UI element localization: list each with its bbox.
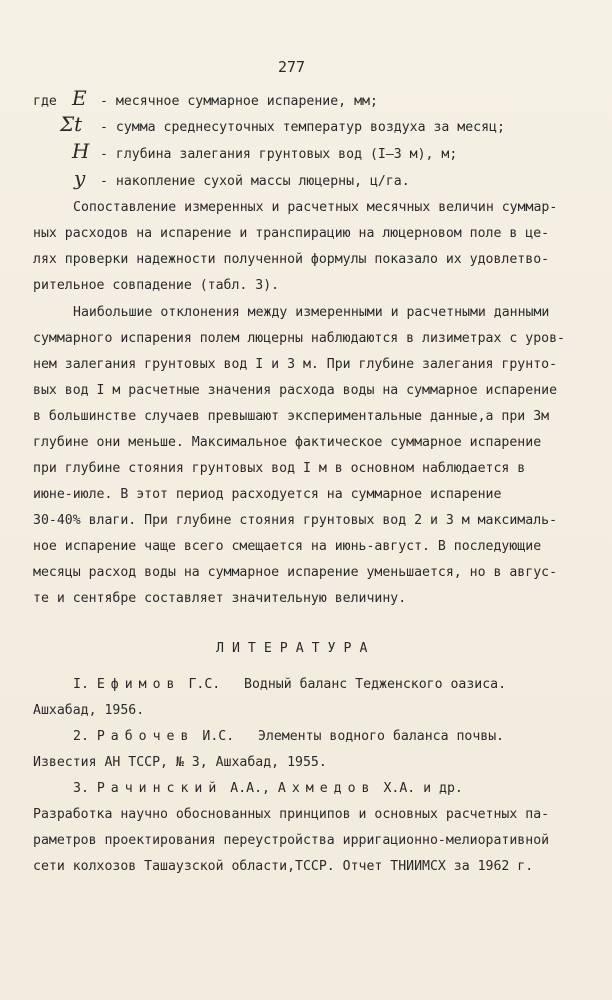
- para2-line: месяцы расход воды на суммарное испарение уменьшается, но в авгус-: [33, 565, 558, 580]
- para2-line: 30-40% влаги. При глубине стояния грунтовых вод 2 и 3 м максималь-: [33, 513, 558, 528]
- where-word: где: [33, 94, 57, 109]
- ref-1-cont: Ашхабад, 1956.: [33, 703, 145, 718]
- symbol-h: H: [72, 139, 90, 163]
- ref-3-initials-1: А.А.,: [230, 781, 270, 796]
- ref-2-title: Элементы водного баланса почвы.: [257, 729, 505, 744]
- ref-3: [73, 781, 463, 796]
- ref-1: [73, 677, 506, 692]
- para1-line: ных расходов на испарение и транспирацию на люцерновом поле в це-: [33, 226, 550, 241]
- ref-1-initials: Г.С.: [188, 677, 221, 692]
- para2-line: Наибольшие отклонения между измеренными и расчетными данными: [73, 305, 550, 320]
- para2-line: ное испарение чаще всего смещается на июнь-август. В последующие: [33, 539, 542, 554]
- ref-2: [73, 729, 504, 744]
- para2-line: глубине они меньше. Максимальное фактическое суммарное испарение: [33, 435, 542, 450]
- ref-3-etal: и др.: [423, 781, 463, 796]
- para2-line: вых вод I м расчетные значения расхода воды на суммарное испарение: [33, 383, 558, 398]
- ref-1-num: I.: [73, 677, 89, 692]
- ref-2-initials: И.С.: [202, 729, 235, 744]
- para2-line: суммарного испарения полем люцерны наблюдаются в лизиметрах с уров-: [33, 331, 565, 346]
- ref-3-author-1: Рачинский: [96, 781, 223, 796]
- ref-3-num: 3.: [73, 781, 89, 796]
- page-number: 277: [278, 58, 306, 76]
- symbol-y: y: [74, 166, 86, 190]
- symbol-e: E: [72, 86, 87, 110]
- def-h: - глубина залегания грунтовых вод (I–3 м), м;: [100, 147, 458, 162]
- ref-1-author: Ефимов: [96, 677, 181, 692]
- para2-line: в большинстве случаев превышают экспериментальные данные,а при 3м: [33, 409, 550, 424]
- ref-3-line: сети колхозов Ташаузской области,ТССР. Отчет ТНИИМСХ за 1962 г.: [33, 859, 534, 874]
- literature-heading: ЛИТЕРАТУРА: [216, 641, 376, 656]
- para2-line: те и сентябре составляет значительную величину.: [33, 591, 407, 606]
- para1-line: рительное совпадение (табл. 3).: [33, 278, 280, 293]
- ref-2-author: Рабочев: [96, 729, 195, 744]
- para2-line: при глубине стояния грунтовых вод I м в основном наблюдается в: [33, 461, 526, 476]
- def-sum-t: - сумма среднесуточных температур воздуха за месяц;: [100, 120, 505, 135]
- ref-1-title: Водный баланс Тедженского оазиса.: [244, 677, 507, 692]
- ref-3-line: раметров проектирования переустройства ирригационно-мелиоративной: [33, 833, 550, 848]
- para1-line: лях проверки надежности полученной формулы показало их удовлетво-: [33, 252, 550, 267]
- para2-line: нем залегания грунтовых вод I и 3 м. При глубине залегания грунто-: [33, 357, 558, 372]
- para1-line: Сопоставление измеренных и расчетных месячных величин суммар-: [73, 200, 558, 215]
- ref-3-initials-2: Х.А.: [383, 781, 416, 796]
- def-e: - месячное суммарное испарение, мм;: [100, 94, 378, 109]
- symbol-sum-t: Σt: [60, 112, 83, 136]
- ref-3-author-2: Ахмедов: [277, 781, 376, 796]
- ref-3-line: Разработка научно обоснованных принципов и основных расчетных па-: [33, 807, 550, 822]
- ref-2-cont: Известия АН ТССР, № 3, Ашхабад, 1955.: [33, 755, 327, 770]
- ref-2-num: 2.: [73, 729, 89, 744]
- para2-line: июне-июле. В этот период расходуется на суммарное испарение: [33, 487, 502, 502]
- def-y: - накопление сухой массы люцерны, ц/га.: [100, 174, 410, 189]
